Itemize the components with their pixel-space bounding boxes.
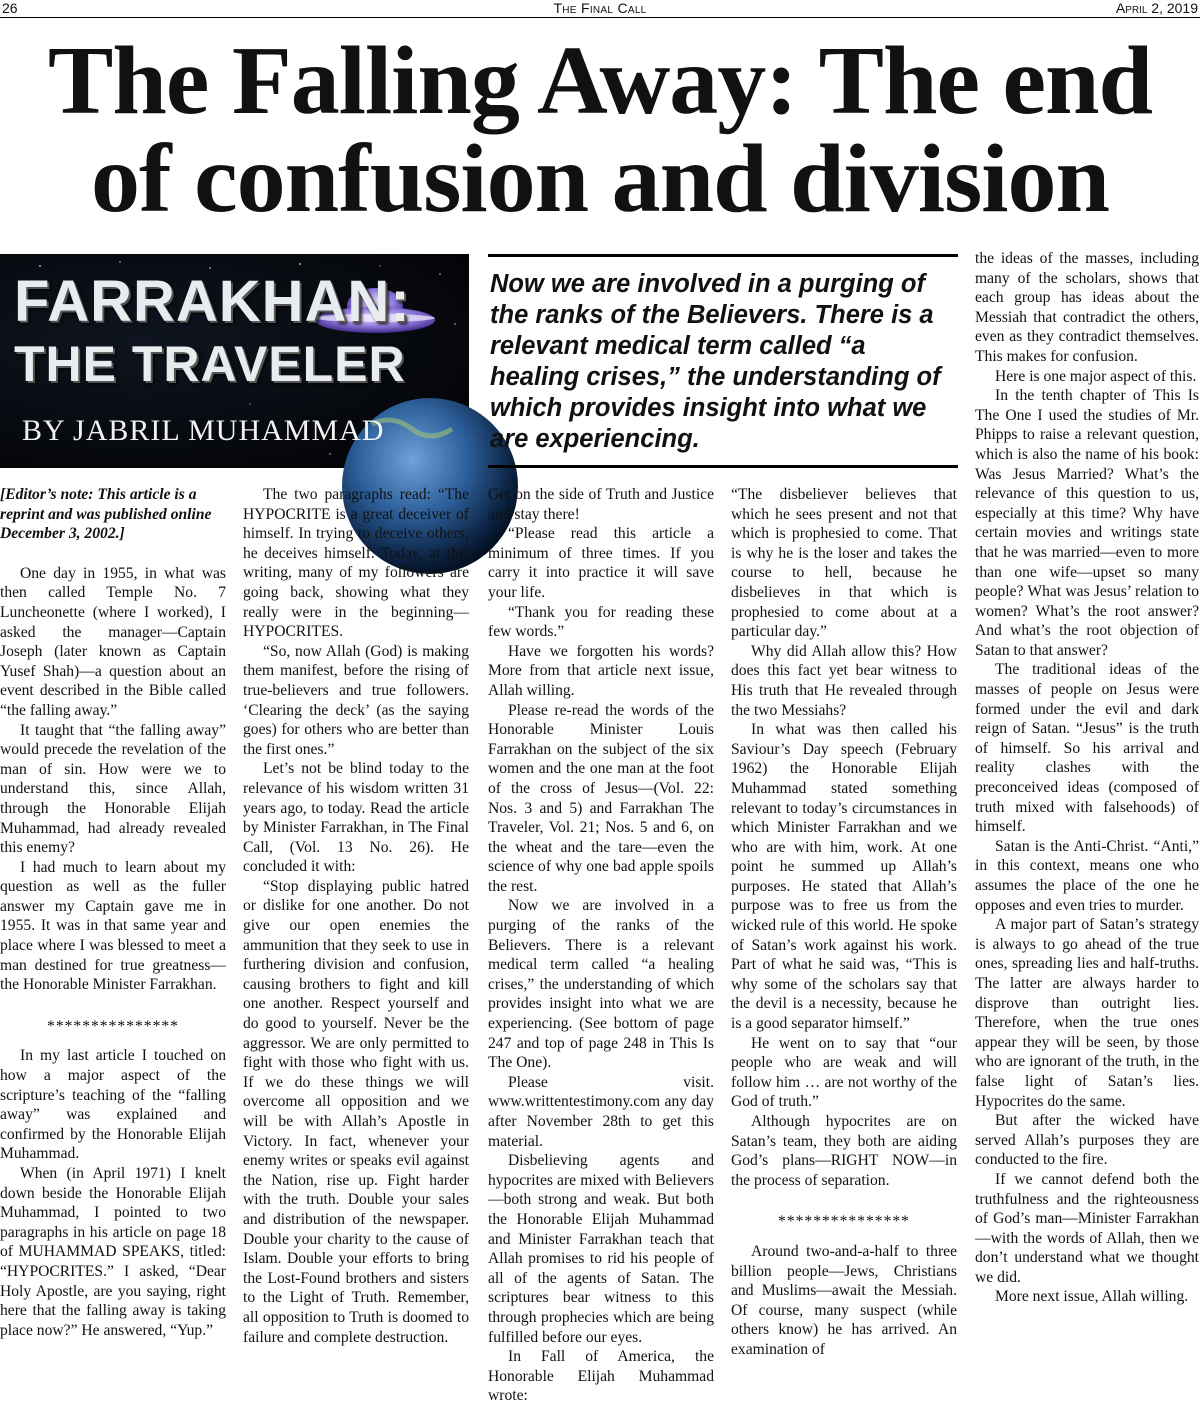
paragraph: It taught that “the falling away” would precede the revelation of the man of sin. How were we to understand this, since Allah, through the Honorable Elijah Muhammad, had already revealed this enemy? <box>0 721 226 857</box>
section-separator: *************** <box>47 1017 179 1035</box>
headline-line-2: of confusion and division <box>91 125 1109 233</box>
publication-name: The Final Call <box>553 0 647 16</box>
issue-date: April 2, 2019 <box>1115 0 1198 16</box>
page-folio <box>0 0 1200 18</box>
article-column-3 <box>488 485 714 1406</box>
paragraph: Here is one major aspect of this. <box>995 367 1197 385</box>
paragraph: The traditional ideas of the masses of people on Jesus were formed under the evil and dark reign of Satan. “Jesus” is the truth of himself. So his arrival and reality clashes with the preconceived ideas (composed of truth mixed with falsehoods) of himself. <box>975 661 1199 836</box>
editor-note: [Editor’s note: This article is a reprint and was published online December 3, 2002.] <box>0 486 212 543</box>
paragraph: Please visit. www.writtentestimony.com any day after November 28th to get this material. <box>488 1073 714 1150</box>
paragraph: More next issue, Allah willing. <box>995 1288 1189 1306</box>
page-number: 26 <box>2 0 18 16</box>
banner-title-line-1: FARRAKHAN: <box>14 269 411 334</box>
paragraph: But after the wicked have served Allah’s purposes they are conducted to the fire. <box>975 1112 1199 1169</box>
paragraph: Although hypocrites are on Satan’s team, they both are aiding God’s plans—RIGHT NOW—in the process of separation. <box>731 1113 957 1189</box>
paragraph: I had much to learn about my question as well as the fuller answer my Captain gave me in 1955. It was in that same year and place where I was blessed to meet a man destined for true greatness—the Honorable Minister Farrakhan. <box>0 858 226 994</box>
article-headline <box>0 27 1200 233</box>
paragraph: “The disbeliever believes that which he sees present and not that which is prophesied to come. That is why he is the loser and takes the course to hell, because he disbelieves in that which is prophesied to come about at a particular day.” <box>731 486 957 641</box>
paragraph: Disbelieving agents and hypocrites are mixed with Believers—both strong and weak. But both the Honorable Elijah Muhammad and Minister Farrakhan teach that Allah promises to rid his people of all of the agents of Satan. The scriptures bear witness to this through prophecies which are being fulfilled before our eyes. <box>488 1152 714 1346</box>
banner-title-line-2: THE TRAVELER <box>14 336 406 392</box>
section-separator: *************** <box>778 1213 910 1231</box>
paragraph: Why did Allah allow this? How does this fact yet bear witness to His truth that He revealed through the two Messiahs? <box>731 642 957 719</box>
paragraph: Have we forgotten his words? More from that article next issue, Allah willing. <box>488 642 714 699</box>
paragraph: He went on to say that “our people who are weak and will follow him … are not worthy of the God of truth.” <box>731 1034 957 1111</box>
paragraph: Satan is the Anti-Christ. “Anti,” in this context, means one who assumes the place of the one he opposes and even tries to murder. <box>975 837 1199 914</box>
paragraph: “Thank you for reading these few words.” <box>488 603 714 641</box>
paragraph: When (in April 1971) I knelt down beside the Honorable Elijah Muhammad, I pointed to two paragraphs in his article on page 18 of MUHAMMAD SPEAKS, titled: “HYPOCRITES.” I asked, “Dear Holy Apostle, are you saying, right here that the falling away is taking place now?” He answered, “Yup.” <box>0 1165 226 1339</box>
paragraph: “So, now Allah (God) is making them manifest, before the rising of true-believers and true followers. ‘Clearing the deck’ (as the saying goes) for others who are better than the first ones.” <box>243 642 469 758</box>
pull-quote: Now we are involved in a purging of the ranks of the Believers. There is a relevant medical term called “a healing crises,” the understanding of which provides insight into what we are experiencing. <box>488 254 958 468</box>
paragraph: The two paragraphs read: “The HYPOCRITE is a great deceiver of himself. In trying to deceive others, he deceives himself. Today, at this writing, many of my followers are going back, showing what they really were in the beginning—HYPOCRITES. <box>243 486 469 641</box>
paragraph: “Stop displaying public hatred or dislike for one another. Do not give our open enemies the ammunition that they seek to use in furthering division and confusion, causing brothers to fight and kill one another. Respect yourself and do good to yourself. Never be the aggressor. We are only permitted to fight with those who fight with us. If we do these things we will overcome all opposition and we will be with Allah’s Apostle in Victory. In fact, whenever your enemy writes or speaks evil against the Nation, rise up. Fight harder with the truth. Double your sales and distribution of the newspaper. Double your charity to the cause of Islam. Double your efforts to bring the Lost-Found brothers and sisters to the Light of Truth. Remember, all opposition to Truth is doomed to failure and complete destruction. <box>243 877 469 1346</box>
paragraph: One day in 1955, in what was then called Temple No. 7 Luncheonette (where I worked), I asked the manager—Captain Joseph (later known as Captain Yusef Shah)—a question about an event described in the Bible called “the falling away.” <box>0 564 226 719</box>
banner-byline: BY JABRIL MUHAMMAD <box>22 414 385 447</box>
paragraph: If we cannot defend both the truthfulness and the righteousness of God’s man—Minister Farrakhan—with the words of Allah, then we don’t understand what we thought we did. <box>975 1170 1199 1286</box>
paragraph: Let’s not be blind today to the relevance of his wisdom written 31 years ago, to today. Read the article by Minister Farrakhan, in The Final Call, (Vol. 13 No. 26). He concluded it with: <box>243 760 469 876</box>
paragraph: In what was then called his Saviour’s Day speech (February 1962) the Honorable Elijah Muhammad stated something relevant to today’s circumstances in which Minister Farrakhan and we who are with him, work. At one point he summed up Allah’s purposes. He stated that Allah’s purpose was to free us from the wicked rule of this world. He spoke of Satan’s work against his work. Part of what he said was, “This is why some of the scholars say that the devil is a necessity, because he is a good separator himself.” <box>731 721 957 1033</box>
column-banner <box>0 254 469 468</box>
article-column-2 <box>243 485 469 1347</box>
article-column-5 <box>975 249 1199 1307</box>
article-column-4 <box>731 485 957 1360</box>
paragraph: Now we are involved in a purging of the ranks of the Believers. There is a relevant medical term called “a healing crises,” the understanding of which provides insight into what we are experiencing. (See bottom of page 247 and top of page 248 in This Is The One). <box>488 897 714 1072</box>
article-column-1 <box>0 485 226 1340</box>
paragraph: In Fall of America, the Honorable Elijah Muhammad wrote: <box>488 1348 714 1405</box>
headline-line-1: The Falling Away: The end <box>47 27 1152 135</box>
paragraph: Please re-read the words of the Honorable Minister Louis Farrakhan on the subject of the six women and the one man at the foot of the cross of Jesus—(Vol. 22: Nos. 3 and 5) and Farrakhan The Traveler, Vol. 21; Nos. 5 and 6, on the wheat and the tare—even the science of why one bad apple spoils the rest. <box>488 701 714 895</box>
paragraph: In my last article I touched on how a major aspect of the scripture’s teaching of the “falling away” was explained and confirmed by the Honorable Elijah Muhammad. <box>0 1047 226 1163</box>
paragraph: “Please read this article a minimum of three times. If you carry it into practice it will save your life. <box>488 525 714 601</box>
paragraph: Get on the side of Truth and Justice and stay there! <box>488 486 714 523</box>
paragraph: the ideas of the masses, including many of the scholars, shows that each group has ideas about the Messiah that contradict the others, even as they contradict themselves. This makes for confusion. <box>975 250 1199 365</box>
paragraph: Around two-and-a-half to three billion people—Jews, Christians and Muslims—await the Messiah. Of course, many suspect (while others know) he has arrived. An examination of <box>731 1242 957 1358</box>
paragraph: A major part of Satan’s strategy is always to go ahead of the true ones, spreading lies and half-truths. The latter are always harder to disprove than outright lies. Therefore, when the true ones appear they will be seen, by those who are ignorant of the truth, in the false light of Satan’s lies. Hypocrites do the same. <box>975 916 1199 1110</box>
paragraph: In the tenth chapter of This Is The One I used the studies of Mr. Phipps to raise a relevant question, which is also the name of his book: Was Jesus Married? What’s the relevance of this question to us, especially at this time? Why have certain movies and writings state that he was married—even to more than one wife—upset so many people? What was Jesus’ relation to women? What’s the root answer? And what’s the root objection of Satan to that answer? <box>975 387 1199 659</box>
